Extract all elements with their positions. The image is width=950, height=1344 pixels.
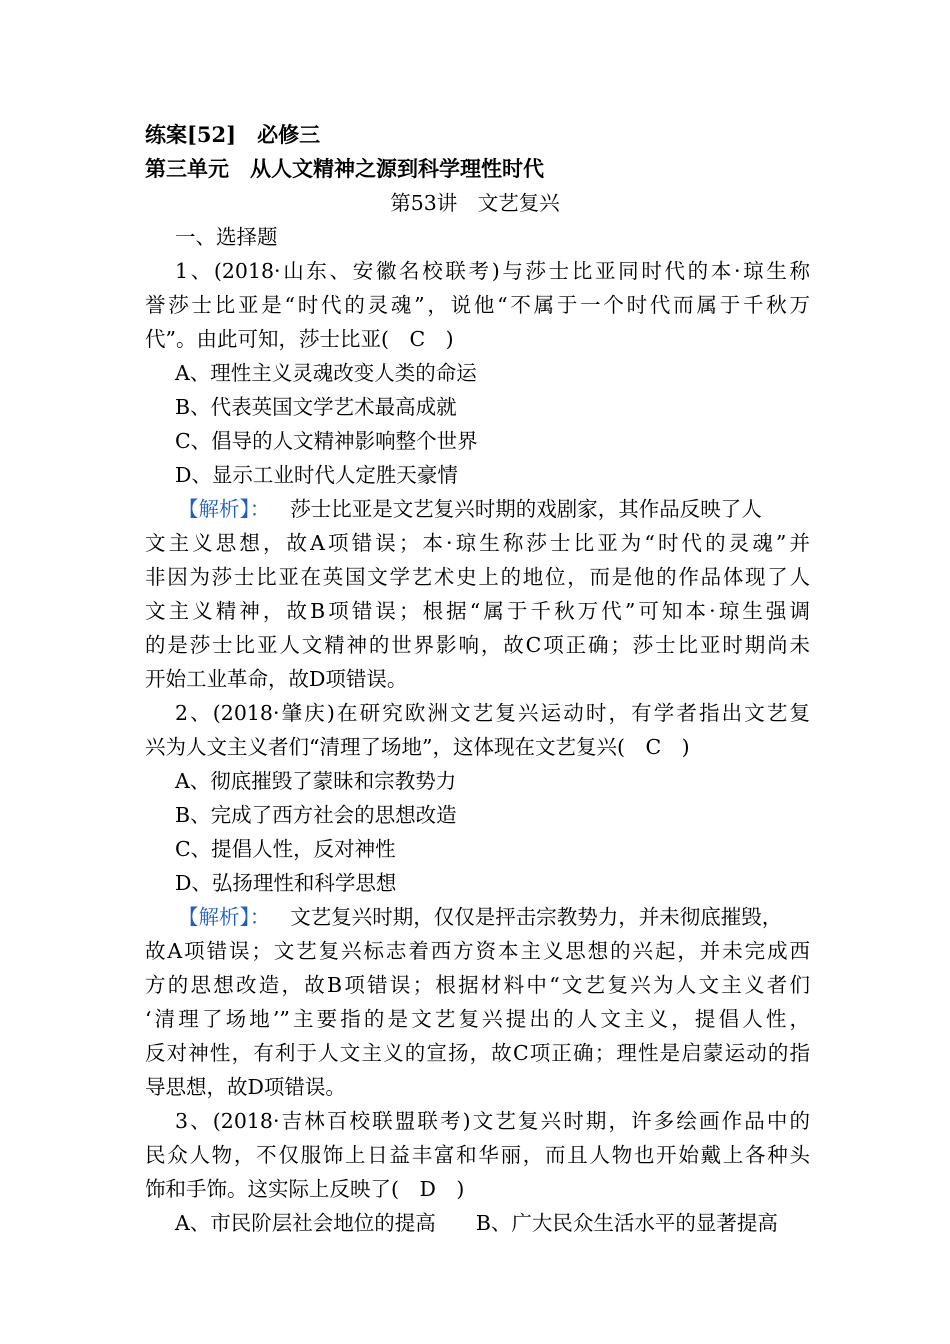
q2-stem-line-2: 兴为人文主义者们“清理了场地”，这体现在文艺复兴( C ) xyxy=(145,735,690,759)
q2-analysis-line-5: 反对神性，有利于人文主义的宣扬，故C项正确；理性是启蒙运动的指 xyxy=(145,1041,810,1065)
q1-analysis-line-2: 文主义思想，故A项错误；本·琼生称莎士比亚为“时代的灵魂”并 xyxy=(145,531,810,555)
q3-option-a: A、市民阶层社会地位的提高 xyxy=(175,1211,436,1235)
q2-option-b: B、完成了西方社会的思想改造 xyxy=(175,803,457,827)
q1-option-b: B、代表英国文学艺术最高成就 xyxy=(175,395,457,419)
q1-stem-line-3: 代”。由此可知，莎士比亚( C ) xyxy=(145,327,454,351)
q1-analysis-line-4: 文主义精神，故B项错误；根据“属于千秋万代”可知本·琼生强调 xyxy=(145,599,810,623)
q2-stem-line-1: 2、(2018·肇庆)在研究欧洲文艺复兴运动时，有学者指出文艺复 xyxy=(175,701,810,725)
q2-analysis-line-4: ‘清理了场地’”主要指的是文艺复兴提出的人文主义，提倡人性， xyxy=(145,1007,810,1031)
q1-analysis-line-3: 非因为莎士比亚在英国文学艺术史上的地位，而是他的作品体现了人 xyxy=(145,565,810,589)
q1-stem-line-1: 1、(2018·山东、安徽名校联考)与莎士比亚同时代的本·琼生称 xyxy=(175,259,810,283)
q1-analysis-line-5: 的是莎士比亚人文精神的世界影响，故C项正确；莎士比亚时期尚未 xyxy=(145,633,810,657)
q1-analysis-text-1: 莎士比亚是文艺复兴时期的戏剧家，其作品反映了人 xyxy=(290,497,762,521)
q2-option-c: C、提倡人性，反对神性 xyxy=(175,837,396,861)
q3-stem-line-2: 民众人物，不仅服饰上日益丰富和华丽，而且人物也开始戴上各种头 xyxy=(145,1143,810,1167)
q1-option-c: C、倡导的人文精神影响整个世界 xyxy=(175,429,478,453)
q2-analysis-line-3: 方的思想改造，故B项错误；根据材料中“文艺复兴为人文主义者们 xyxy=(145,973,810,997)
q3-options-row xyxy=(175,1206,810,1240)
q2-analysis-text-1: 文艺复兴时期，仅仅是抨击宗教势力，并未彻底摧毁， xyxy=(290,905,783,929)
q2-analysis-line-6: 导思想，故D项错误。 xyxy=(145,1075,346,1099)
q3-stem-line-1: 3、(2018·吉林百校联盟联考)文艺复兴时期，许多绘画作品中的 xyxy=(175,1109,810,1133)
q1-analysis-line-1 xyxy=(178,492,810,526)
q3-option-b: B、广大民众生活水平的显著提高 xyxy=(475,1211,778,1235)
q1-option-a: A、理性主义灵魂改变人类的命运 xyxy=(175,361,477,385)
lecture-title: 第53讲 文艺复兴 xyxy=(390,191,560,215)
q2-option-d: D、弘扬理性和科学思想 xyxy=(175,871,397,895)
exercise-title: 练案[52] 必修三 xyxy=(145,122,321,147)
q2-analysis-label: 【解析】： xyxy=(178,905,271,929)
q1-option-d: D、显示工业时代人定胜天豪情 xyxy=(175,463,458,487)
section-heading: 一、选择题 xyxy=(175,225,278,249)
q3-stem-line-3: 饰和手饰。这实际上反映了( D ) xyxy=(145,1177,465,1201)
q2-analysis-line-2: 故A项错误；文艺复兴标志着西方资本主义思想的兴起，并未完成西 xyxy=(145,939,810,963)
unit-title: 第三单元 从人文精神之源到科学理性时代 xyxy=(145,156,544,181)
q2-analysis-line-1 xyxy=(178,900,810,934)
q2-option-a: A、彻底摧毁了蒙昧和宗教势力 xyxy=(175,769,457,793)
q1-stem-line-2: 誉莎士比亚是“时代的灵魂”，说他“不属于一个时代而属于千秋万 xyxy=(145,293,810,317)
q1-analysis-line-6: 开始工业革命，故D项错误。 xyxy=(145,667,408,691)
q1-analysis-label: 【解析】： xyxy=(178,497,271,521)
